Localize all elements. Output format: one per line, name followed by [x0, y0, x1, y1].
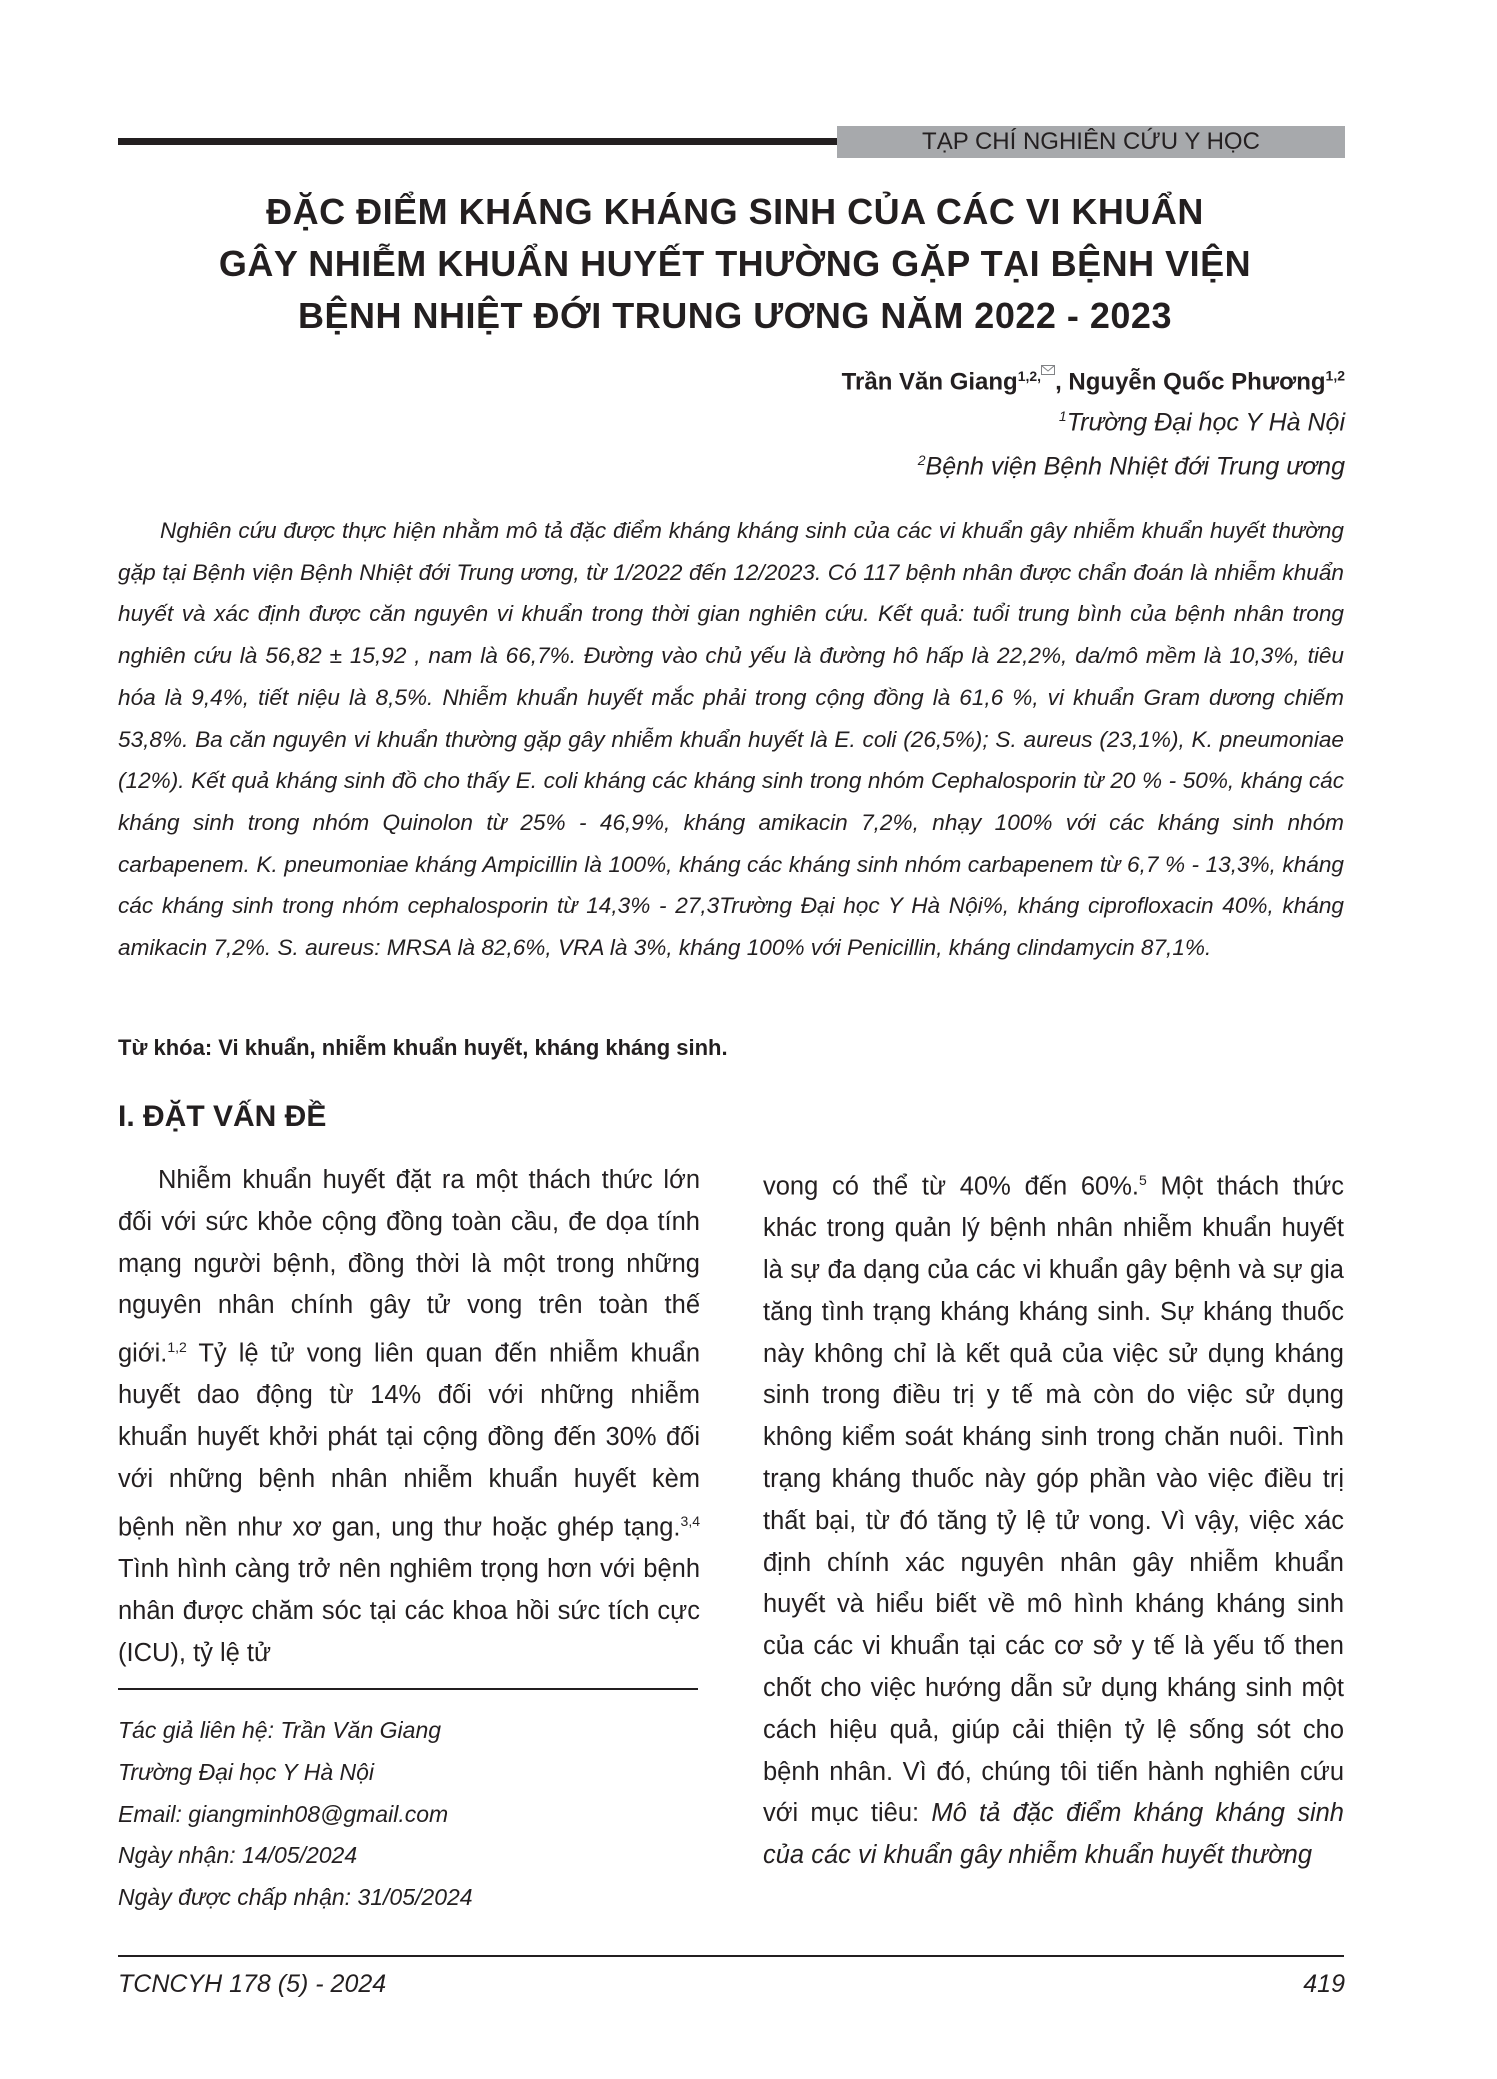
- footer-journal: TCNCYH 178 (5) - 2024: [118, 1970, 387, 1998]
- right-column-text: vong có thể từ 40% đến 60%.$^5$ Một thách thức khác trong quản lý bệnh nhân nhiễm khuẩn huyết là sự đa dạng của các vi khuẩn gây bệnh và sự gia tăng tình trạng kháng kháng sinh. Sự kháng thuốc này không chỉ là kết quả của việc sử dụng kháng sinh trong điều trị y tế mà còn do việc sử dụng không kiểm soát kháng sinh trong chăn nuôi. Tình trạng kháng thuốc này góp phần vào việc điều trị thất bại, từ đó tăng tỷ lệ tử vong. Vì vậy, việc xác định chính xác nguyên nhân gây nhiễm khuẩn huyết và hiểu biết về mô hình kháng kháng sinh của các vi khuẩn tại các cơ sở y tế là yếu tố then chốt cho việc hướng dẫn sử dụng kháng sinh một cách hiệu quả, giúp cải thiện tỷ lệ sống sót cho bệnh nhân. Vì đó, chúng tôi tiến hành nghiên cứu với mục tiêu: Mô tả đặc điểm kháng kháng sinh của các vi khuẩn gây nhiễm khuẩn huyết thường: [763, 1172, 1345, 1870]
- header-rule: [118, 138, 838, 145]
- affiliation-2: $^2$Bệnh viện Bệnh Nhiệt đới Trung ương: [917, 452, 1345, 481]
- date-received: Ngày nhận: 14/05/2024: [118, 1842, 358, 1869]
- left-column-text: Nhiễm khuẩn huyết đặt ra một thách thức lớn đối với sức khỏe cộng đồng toàn cầu, đe dọa tính mạng người bệnh, đồng thời là một trong những nguyên nhân chính gây tử vong trên toàn thế giới.$^{1,2}$ Tỷ lệ tử vong liên quan đến nhiễm khuẩn huyết dao động từ 14% đối với những nhiễm khuẩn huyết khởi phát tại cộng đồng đến 30% đối với những bệnh nhân nhiễm khuẩn huyết kèm bệnh nền như xơ gan, ung thư hoặc ghép tạng.$^{3,4}$ Tình hình càng trở nên nghiêm trọng hơn với bệnh nhân được chăm sóc tại các khoa hồi sức tích cực (ICU), tỷ lệ tử: [118, 1166, 700, 1667]
- author-1: Trần Văn Giang: [841, 368, 1018, 396]
- citation: 3,4: [680, 1512, 700, 1529]
- affiliation-1: $^1$Trường Đại học Y Hà Nội: [1058, 408, 1345, 437]
- contact-institution: Trường Đại học Y Hà Nội: [118, 1758, 375, 1785]
- contact-email: Email: giangminh08@gmail.com: [118, 1800, 449, 1827]
- correspondence-footnote: [118, 1710, 473, 1919]
- author-1-affil: 1,2,: [1018, 368, 1055, 384]
- page-number: 419: [1303, 1970, 1345, 1998]
- title-line-1: ĐẶC ĐIỂM KHÁNG KHÁNG SINH CỦA CÁC VI KHUẨN: [266, 191, 1204, 232]
- footer-rule: [118, 1955, 1344, 1957]
- envelope-icon: [1041, 362, 1055, 378]
- contact-author: Tác giả liên hệ: Trần Văn Giang: [118, 1717, 442, 1743]
- author-2: Nguyễn Quốc Phương: [1068, 368, 1326, 396]
- abstract: Nghiên cứu được thực hiện nhằm mô tả đặc điểm kháng kháng sinh của các vi khuẩn gây nhiễm khuẩn huyết thường gặp tại Bệnh viện Bệnh Nhiệt đới Trung ương, từ 1/2022 đến 12/2023. Có 117 bệnh nhân được chẩn đoán là nhiễm khuẩn huyết và xác định được căn nguyên vi khuẩn trong thời gian nghiên cứu. Kết quả: tuổi trung bình của bệnh nhân trong nghiên cứu là 56,82 ± 15,92 , nam là 66,7%. Đường vào chủ yếu là đường hô hấp là 22,2%, da/mô mềm là 10,3%, tiêu hóa là 9,4%, tiết niệu là 8,5%. Nhiễm khuẩn huyết mắc phải trong cộng đồng là 61,6 %, vi khuẩn Gram dương chiếm 53,8%. Ba căn nguyên vi khuẩn thường gặp gây nhiễm khuẩn huyết là E. coli (26,5%); S. aureus (23,1%), K. pneumoniae (12%). Kết quả kháng sinh đồ cho thấy E. coli kháng các kháng sinh trong nhóm Cephalosporin từ 20 % - 50%, kháng các kháng sinh trong nhóm Quinolon từ 25% - 46,9%, kháng amikacin 7,2%, nhạy 100% với các kháng sinh nhóm carbapenem. K. pneumoniae kháng Ampicillin là 100%, kháng các kháng sinh nhóm carbapenem từ 6,7 % - 13,3%, kháng các kháng sinh trong nhóm cephalosporin từ 14,3% - 27,3Trường Đại học Y Hà Nội%, kháng ciprofloxacin 40%, kháng amikacin 7,2%. S. aureus: MRSA là 82,6%, VRA là 3%, kháng 100% với Penicillin, kháng clindamycin 87,1%.: [118, 518, 1344, 961]
- title-line-3: BỆNH NHIỆT ĐỚI TRUNG ƯƠNG NĂM 2022 - 2023: [298, 295, 1172, 336]
- footnote-rule: [118, 1688, 698, 1690]
- author-separator: ,: [1055, 368, 1069, 396]
- journal-tag: TẠP CHÍ NGHIÊN CỨU Y HỌC: [837, 126, 1345, 158]
- section-title: I. ĐẶT VẤN ĐỀ: [118, 1100, 327, 1133]
- keywords: Từ khóa: Vi khuẩn, nhiễm khuẩn huyết, kháng kháng sinh.: [118, 1035, 728, 1060]
- citation: 1,2: [167, 1339, 187, 1356]
- article-title: [140, 186, 1330, 342]
- author-2-affil: 1,2: [1325, 367, 1345, 384]
- date-accepted: Ngày được chấp nhận: 31/05/2024: [118, 1884, 473, 1911]
- citation: 5: [1139, 1172, 1147, 1188]
- author-list: [842, 362, 1345, 397]
- title-line-2: GÂY NHIỄM KHUẨN HUYẾT THƯỜNG GẶP TẠI BỆNH VIỆN: [218, 243, 1252, 284]
